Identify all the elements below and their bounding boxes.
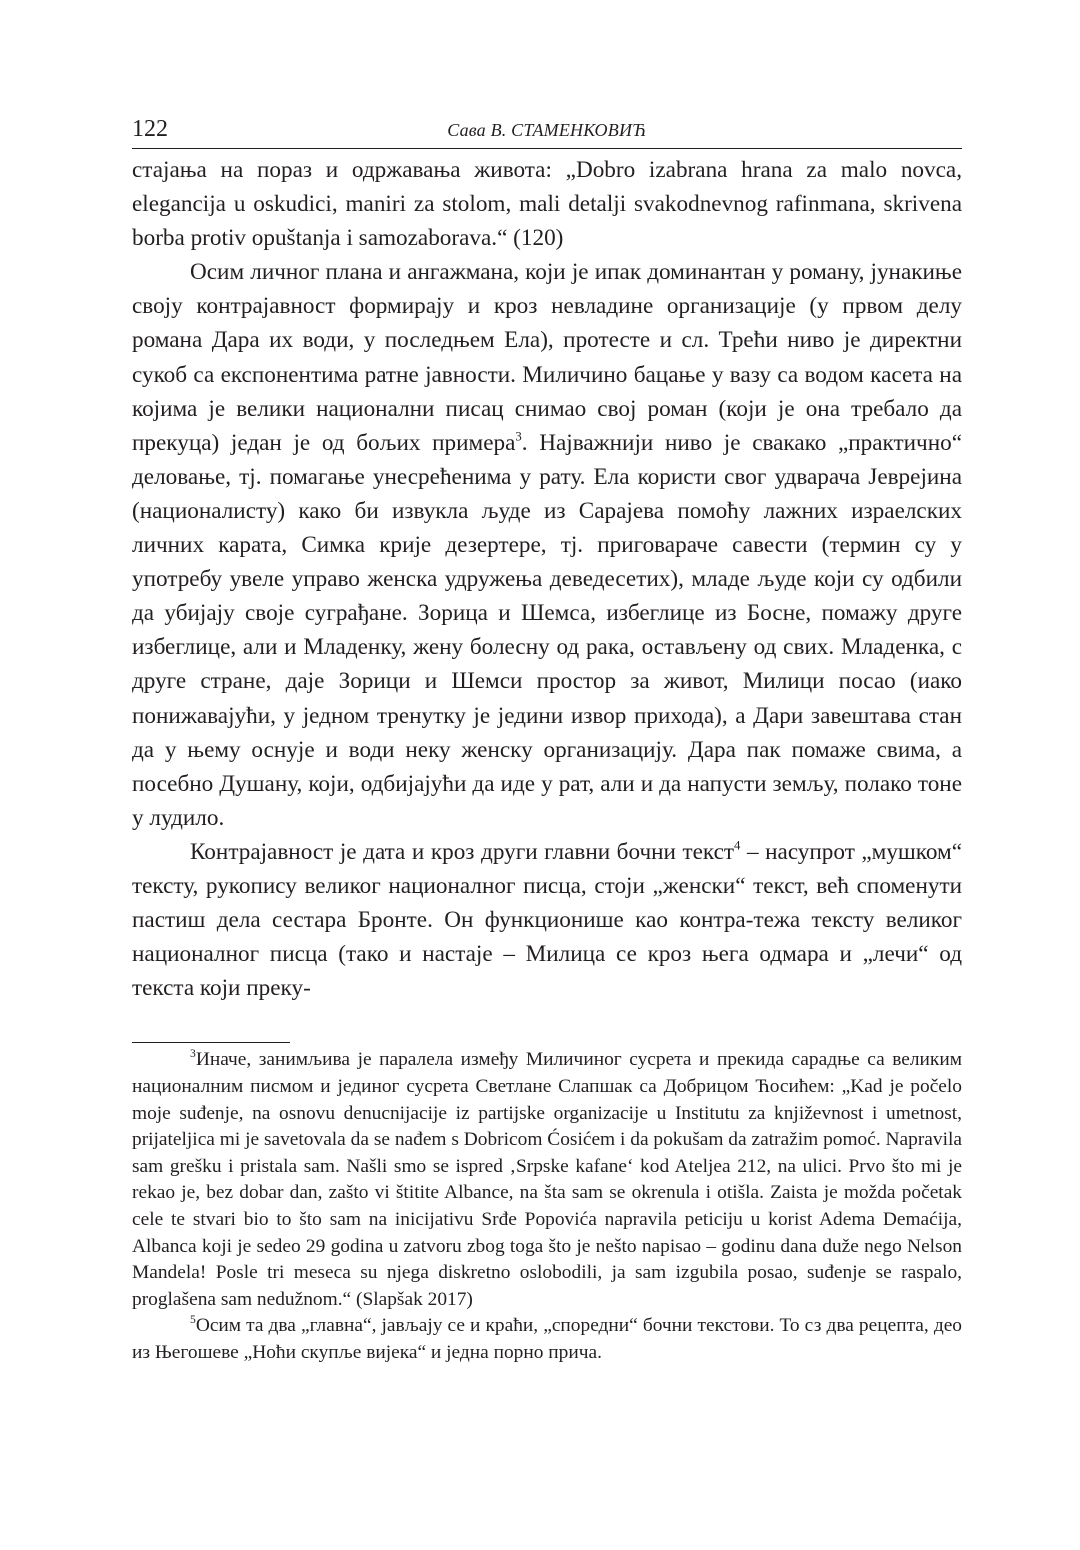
paragraph-continued: стајања на пораз и одржавања живота: „Dobro izabrana hrana za malo novca, elegancija u oskudici, maniri za stolom, mali detalji svakodnevnog rafinmana, skrivena borba protiv opuštanja i samozaborava.“ (120) xyxy=(132,157,962,252)
paragraph-text: Контрајавност је дата и кроз други главни бочни текст xyxy=(190,838,735,865)
footnote-3 xyxy=(132,1047,962,1313)
footnotes xyxy=(132,1047,962,1366)
running-head xyxy=(132,112,962,149)
footnote-separator xyxy=(132,1042,290,1043)
paragraph-text: Осим личног плана и ангажмана, који је ипак доминантан у роману, јунакиње своју контрајавност формирају и кроз невладине организације (у првом делу романа Дара их води, у последњем Ела), протесте и сл. Трећи ниво је директни сукоб са експонентима ратне јавности. Миличино бацање у вазу са водом касета на којима је велики национални писац снимао свој роман (који је она требало да прекуца) један је од бољих примера xyxy=(132,259,962,456)
running-head-author: Сава В. СТАМЕНКОВИЋ xyxy=(447,120,647,140)
paragraph xyxy=(132,255,962,835)
paragraph-text: – насупрот „мушком“ тексту, рукопису великог националног писца, стоји „женски“ текст, већ споменути пастиш дела сестара Бронте. Он функционише као контра-тежа тексту великог националног писца (тако и настаје – Милица се кроз њега одмара и „лечи“ од текста који преку- xyxy=(132,838,962,1002)
main-text xyxy=(132,153,962,1005)
footnote-reference[interactable]: 4 xyxy=(734,838,741,853)
book-page xyxy=(132,112,962,1366)
paragraph-text: . Најважнији ниво је свакако „практично“ деловање, тј. помагање унесрећенима у рату. Ела користи свог удварача Јеврејина (националисту) како би извукла људе из Сарајева помоћу лажних израелских личних карата, Симка крије дезертере, тј. приговараче савести (термин су у употребу увеле управо женска удружења деведесетих), младе људе који су одбили да убијају своје суграђане. Зорица и Шемса, избеглице из Босне, помажу друге избеглице, али и Младенку, жену болесну од рака, остављену од свих. Младенка, с друге стране, даје Зорици и Шемси простор за живот, Милици посао (иако понижавајући, у једном тренутку је једини извор прихода), а Дари завештава стан да у њему оснује и води неку женску организацију. Дара пак помаже свима, а посебно Душану, који, одбијајући да иде у рат, али и да напусти земљу, полако тоне у лудило. xyxy=(132,429,962,831)
footnote-mark: 3 xyxy=(190,1047,196,1061)
footnote-mark: 5 xyxy=(190,1313,196,1327)
footnote-reference[interactable]: 3 xyxy=(515,429,522,444)
footnote-text: Осим та два „главна“, јављају се и краћи, „споредни“ бочни текстови. То сз два рецепта, део из Његошеве „Ноћи скупље вијека“ и једна порно прича. xyxy=(132,1315,962,1363)
footnote-text: Иначе, занимљива је паралела између Миличиног сусрета и прекида сарадње са великим националним писмом и јединог сусрета Светлане Слапшак са Добрицом Ћосићем: „Kad je počelo moje suđenje, na osnovu denucnijacije iz partijske organizacije u Institutu za književnost i umetnost, prijateljica mi je savetovala da se nađem s Dobricom Ćosićem i da pokušam da zatražim pomoć. Napravila sam grešku i pristala sam. Našli smo se ispred ‚Srpske kafane‘ kod Ateljea 212, na ulici. Prvo što mi je rekao je, bez dobar dan, zašto vi štitite Albance, na šta sam se okrenula i otišla. Zaista je možda početak cele te stvari bio to što sam na inicijativu Srđe Popovića napravila peticiju u korist Adema Demaćija, Albanca koji je sedeo 29 godina u zatvoru zbog toga što je nešto napisao – godinu dana duže nego Nelson Mandela! Posle tri meseca su njega diskretno oslobodili, ja sam izgubila posao, suđenje se raspalo, proglašena sam nedužnom.“ (Slapšak 2017) xyxy=(132,1049,962,1310)
paragraph xyxy=(132,835,962,1005)
page-number: 122 xyxy=(132,116,168,142)
footnote-5 xyxy=(132,1313,962,1366)
